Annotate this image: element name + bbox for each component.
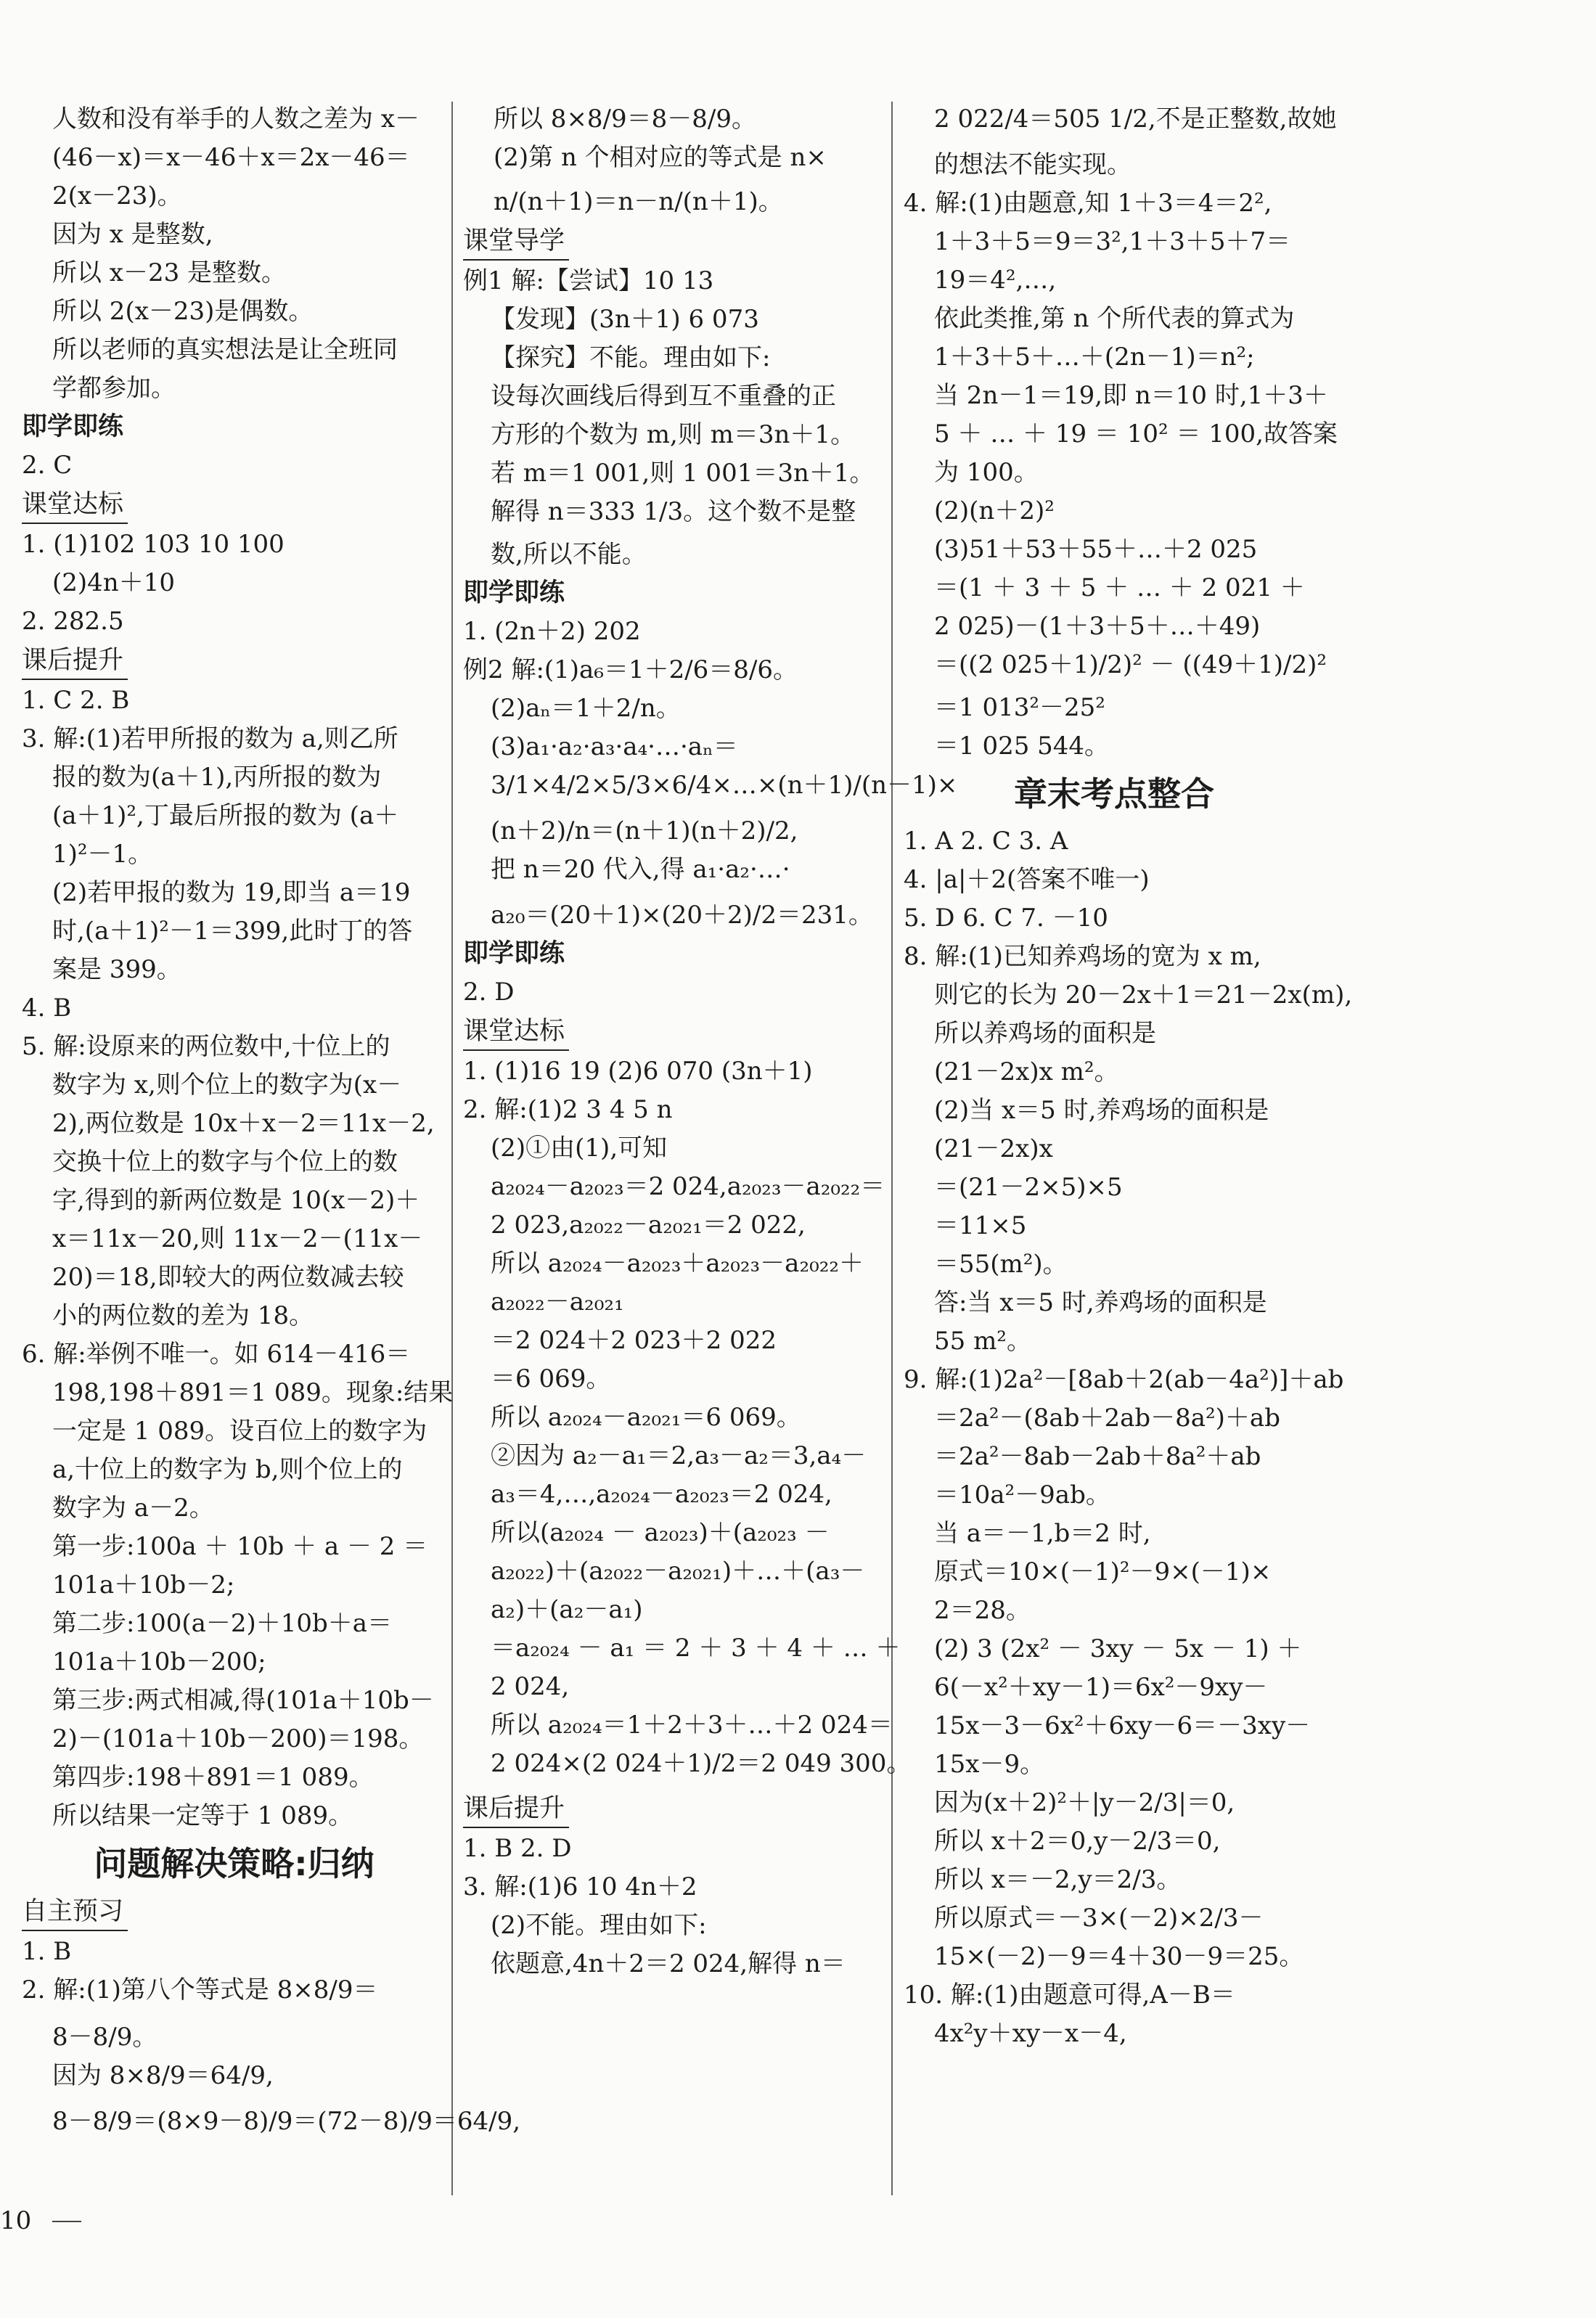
answer-line: 小的两位数的差为 18。 — [52, 1301, 314, 1330]
section-heading-label: 课堂达标 — [22, 486, 128, 524]
answer-line: ＝(21－2×5)×5 — [934, 1173, 1123, 1202]
answer-line: 55 m²。 — [934, 1327, 1031, 1356]
answer-line: 时,(a＋1)²－1＝399,此时丁的答 — [52, 917, 413, 946]
answer-line: 案是 399。 — [52, 955, 181, 984]
answer-line: ＝11×5 — [934, 1211, 1027, 1240]
answer-line: 3/1×4/2×5/3×6/4×…×(n＋1)/(n－1)× — [491, 771, 958, 800]
answer-line: 所以 a₂₀₂₄－a₂₀₂₃＋a₂₀₂₃－a₂₀₂₂＋ — [491, 1249, 864, 1278]
answer-line: 198,198＋891＝1 089。现象:结果 — [52, 1378, 454, 1407]
answer-line: 所以老师的真实想法是让全班同 — [52, 335, 398, 364]
answer-line: 2),两位数是 10x＋x－2＝11x－2, — [52, 1109, 435, 1138]
answer-line: 8－8/9。 — [52, 2023, 157, 2052]
answer-line: a₂₀₂₄－a₂₀₂₃＝2 024,a₂₀₂₃－a₂₀₂₂＝ — [491, 1172, 885, 1201]
answer-line: x＝11x－20,则 11x－2－(11x－ — [52, 1224, 423, 1253]
answer-line: ＝10a²－9ab。 — [934, 1481, 1110, 1510]
answer-line: 1)²－1。 — [52, 840, 153, 869]
answer-line: ＝55(m²)。 — [934, 1250, 1068, 1279]
section-heading — [463, 1012, 884, 1052]
answer-line: 所以 a₂₀₂₄＝1＋2＋3＋…＋2 024＝ — [491, 1711, 893, 1740]
answer-line: n/(n＋1)＝n－n/(n＋1)。 — [494, 187, 783, 216]
answer-line: 第三步:两式相减,得(101a＋10b－ — [52, 1686, 434, 1715]
answer-line: (46－x)＝x－46＋x＝2x－46＝ — [52, 143, 410, 172]
answer-line: 解得 n＝333 1/3。这个数不是整 — [491, 497, 856, 526]
section-heading — [22, 1892, 446, 1933]
answer-line: 所以养鸡场的面积是 — [934, 1019, 1156, 1048]
section-title: 即学即练 — [463, 578, 565, 607]
section-title: 即学即练 — [463, 939, 565, 968]
answer-line: 第四步:198＋891＝1 089。 — [52, 1763, 374, 1792]
answer-line: 6. 解:举例不唯一。如 614－416＝ — [22, 1340, 411, 1369]
answer-line: 数,所以不能。 — [491, 540, 647, 569]
answer-line: 4. |a|＋2(答案不唯一) — [904, 865, 1150, 894]
answer-line: 1. A 2. C 3. A — [904, 827, 1068, 856]
answer-line: 所以 a₂₀₂₄－a₂₀₂₁＝6 069。 — [491, 1403, 801, 1432]
answer-line: 3. 解:(1)若甲所报的数为 a,则乙所 — [22, 724, 398, 753]
answer-line: 4x²y＋xy－x－4, — [934, 2019, 1127, 2048]
answer-line: 2 023,a₂₀₂₂－a₂₀₂₁＝2 022, — [491, 1211, 806, 1240]
answer-line: (2)①由(1),可知 — [491, 1134, 668, 1163]
answer-line: 1＋3＋5＋…＋(2n－1)＝n²; — [934, 343, 1255, 372]
answer-line: a₂₀₂₂)＋(a₂₀₂₂－a₂₀₂₁)＋…＋(a₃－ — [491, 1557, 865, 1586]
answer-line: 10. 解:(1)由题意可得,A－B＝ — [904, 1981, 1235, 2010]
answer-line: (2)aₙ＝1＋2/n。 — [491, 694, 681, 723]
answer-line: (2)第 n 个相对应的等式是 n× — [494, 143, 827, 172]
answer-line: 8. 解:(1)已知养鸡场的宽为 x m, — [904, 942, 1261, 971]
section-heading-label: 自主预习 — [22, 1893, 128, 1931]
answer-line: 所以 8×8/9＝8－8/9。 — [494, 105, 756, 134]
answer-line: (2) 3 (2x² － 3xy － 5x － 1) ＋ — [934, 1634, 1302, 1663]
answer-line: 2. 282.5 — [22, 607, 124, 636]
answer-line: 原式＝10×(－1)²－9×(－1)× — [934, 1557, 1272, 1586]
answer-line: 所以原式＝－3×(－2)×2/3－ — [934, 1904, 1264, 1933]
answer-line: 依此类推,第 n 个所代表的算式为 — [934, 304, 1295, 333]
answer-line: ＝(1 ＋ 3 ＋ 5 ＋ … ＋ 2 021 ＋ — [934, 573, 1305, 602]
answer-line: ＝2a²－(8ab＋2ab－8a²)＋ab — [934, 1404, 1280, 1433]
answer-line: 例2 解:(1)a₆＝1＋2/6＝8/6。 — [463, 655, 798, 684]
answer-line: 所以 2(x－23)是偶数。 — [52, 297, 314, 326]
answer-line: 若 m＝1 001,则 1 001＝3n＋1。 — [491, 459, 875, 488]
section-title: 章末考点整合 — [1014, 774, 1214, 814]
answer-line: 把 n＝20 代入,得 a₁·a₂·…· — [491, 855, 790, 884]
answer-line: a₂₀＝(20＋1)×(20＋2)/2＝231。 — [491, 901, 873, 930]
answer-line: 1＋3＋5＝9＝3²,1＋3＋5＋7＝ — [934, 227, 1291, 256]
section-heading-label: 课堂导学 — [463, 223, 569, 261]
answer-line: (21－2x)x m²。 — [934, 1057, 1119, 1086]
answer-line: ＝a₂₀₂₄ － a₁ ＝ 2 ＋ 3 ＋ 4 ＋ … ＋ — [491, 1634, 901, 1663]
column-divider-2 — [891, 102, 893, 2195]
answer-line: 1. B 2. D — [463, 1834, 572, 1863]
answer-line: 2 022/4＝505 1/2,不是正整数,故她 — [934, 105, 1337, 134]
answer-line: (2)不能。理由如下: — [491, 1911, 707, 1940]
answer-line: 因为 x 是整数, — [52, 220, 213, 249]
answer-line: ＝6 069。 — [491, 1364, 611, 1393]
answer-line: 4. 解:(1)由题意,知 1＋3＝4＝2², — [904, 189, 1272, 218]
answer-column-right — [904, 100, 1353, 2053]
answer-line: ＝1 025 544。 — [934, 732, 1110, 761]
section-heading-label: 课堂达标 — [463, 1013, 569, 1051]
answer-line: ＝1 013²－25² — [934, 693, 1105, 722]
answer-line: 20)＝18,即较大的两位数减去较 — [52, 1263, 404, 1292]
answer-line: 所以 x＋2＝0,y－2/3＝0, — [934, 1827, 1221, 1856]
answer-line: 2＝28。 — [934, 1596, 1031, 1625]
answer-line: 所以结果一定等于 1 089。 — [52, 1801, 353, 1830]
answer-line: 则它的长为 20－2x＋1＝21－2x(m), — [934, 980, 1353, 1009]
answer-line: 2. D — [463, 978, 515, 1007]
answer-line: 因为 8×8/9＝64/9, — [52, 2061, 274, 2090]
answer-line: 当 2n－1＝19,即 n＝10 时,1＋3＋ — [934, 381, 1328, 410]
answer-line: 2. 解:(1)第八个等式是 8×8/9＝ — [22, 1975, 378, 2004]
answer-line: 5 ＋ … ＋ 19 ＝ 10² ＝ 100,故答案 — [934, 419, 1338, 449]
answer-line: (3)51＋53＋55＋…＋2 025 — [934, 535, 1258, 564]
answer-line: 1. B — [22, 1937, 72, 1966]
answer-line: 当 a＝－1,b＝2 时, — [934, 1519, 1151, 1548]
answer-line: 5. D 6. C 7. －10 — [904, 904, 1108, 933]
answer-line: 2. 解:(1)2 3 4 5 n — [463, 1095, 673, 1124]
answer-line: 3. 解:(1)6 10 4n＋2 — [463, 1872, 697, 1901]
section-heading-label: 课后提升 — [22, 642, 128, 680]
answer-line: 2. C — [22, 451, 73, 480]
answer-line: 2(x－23)。 — [52, 181, 182, 210]
section-heading — [463, 221, 884, 262]
answer-line: 15x－3－6x²＋6xy－6＝－3xy－ — [934, 1711, 1311, 1740]
answer-line: 1. (2n＋2) 202 — [463, 617, 641, 646]
section-heading-label: 课后提升 — [463, 1790, 569, 1828]
section-title: 即学即练 — [22, 412, 124, 441]
answer-line: 15×(－2)－9＝4＋30－9＝25。 — [934, 1942, 1304, 1971]
answer-line: 4. B — [22, 994, 72, 1023]
answer-line: 2 024, — [491, 1672, 570, 1701]
answer-line: ＝2 024＋2 023＋2 022 — [491, 1326, 777, 1355]
answer-line: 因为(x＋2)²＋|y－2/3|＝0, — [934, 1788, 1235, 1817]
answer-line: 所以 x＝－2,y＝2/3。 — [934, 1865, 1182, 1894]
answer-line: 报的数为(a＋1),丙所报的数为 — [52, 763, 382, 792]
answer-line: (2)(n＋2)² — [934, 496, 1055, 525]
column-divider-1 — [451, 102, 453, 2195]
answer-line: 第二步:100(a－2)＋10b＋a＝ — [52, 1609, 393, 1638]
answer-line: 9. 解:(1)2a²－[8ab＋2(ab－4a²)]＋ab — [904, 1365, 1344, 1394]
answer-line: (2)4n＋10 — [52, 568, 175, 597]
answer-line: a₃＝4,…,a₂₀₂₄－a₂₀₂₃＝2 024, — [491, 1480, 832, 1509]
answer-line: 101a＋10b－2; — [52, 1570, 235, 1600]
answer-line: 依题意,4n＋2＝2 024,解得 n＝ — [491, 1949, 846, 1978]
answer-line: 101a＋10b－200; — [52, 1647, 266, 1676]
answer-line: 2)－(101a＋10b－200)＝198。 — [52, 1724, 424, 1753]
answer-line: 所以 x－23 是整数。 — [52, 258, 287, 287]
answer-line: 1. C 2. B — [22, 686, 130, 715]
section-title: 问题解决策略:归纳 — [94, 1844, 375, 1883]
answer-line: 的想法不能实现。 — [934, 150, 1131, 179]
answer-line: 答:当 x＝5 时,养鸡场的面积是 — [934, 1288, 1267, 1317]
answer-column-middle — [463, 100, 958, 1983]
answer-line: 19＝4²,…, — [934, 266, 1057, 295]
answer-line: 数字为 x,则个位上的数字为(x－ — [52, 1070, 402, 1099]
answer-line: (2)若甲报的数为 19,即当 a＝19 — [52, 878, 411, 907]
answer-line: 8－8/9＝(8×9－8)/9＝(72－8)/9＝64/9, — [52, 2107, 521, 2136]
answer-line: 为 100。 — [934, 458, 1039, 487]
answer-line: 5. 解:设原来的两位数中,十位上的 — [22, 1032, 390, 1061]
answer-line: 15x－9。 — [934, 1750, 1045, 1779]
answer-line: ②因为 a₂－a₁＝2,a₃－a₂＝3,a₄－ — [491, 1441, 867, 1470]
answer-line: 方形的个数为 m,则 m＝3n＋1。 — [491, 420, 856, 449]
answer-line: ＝((2 025＋1)/2)² － ((49＋1)/2)² — [934, 650, 1327, 679]
answer-line: ＝2a²－8ab－2ab＋8a²＋ab — [934, 1442, 1261, 1471]
section-heading — [463, 1789, 884, 1830]
answer-line: 6(－x²＋xy－1)＝6x²－9xy－ — [934, 1673, 1268, 1702]
answer-line: 交换十位上的数字与个位上的数 — [52, 1147, 398, 1176]
answer-line: 人数和没有举手的人数之差为 x－ — [52, 105, 420, 134]
answer-line: a₂₀₂₂－a₂₀₂₁ — [491, 1287, 624, 1316]
answer-line: 2 025)－(1＋3＋5＋…＋49) — [934, 612, 1261, 641]
answer-line: (n＋2)/n＝(n＋1)(n＋2)/2, — [491, 816, 798, 845]
answer-line: 【探究】不能。理由如下: — [491, 343, 771, 372]
answer-line: a₂)＋(a₂－a₁) — [491, 1595, 643, 1624]
answer-line: 1. (1)102 103 10 100 — [22, 530, 285, 559]
answer-line: 1. (1)16 19 (2)6 070 (3n＋1) — [463, 1057, 813, 1086]
answer-line: 学都参加。 — [52, 374, 176, 403]
answer-line: 第一步:100a ＋ 10b ＋ a － 2 ＝ — [52, 1532, 428, 1561]
answer-line: 字,得到的新两位数是 10(x－2)＋ — [52, 1186, 420, 1215]
answer-line: a,十位上的数字为 b,则个位上的 — [52, 1455, 403, 1484]
answer-line: 例1 解:【尝试】10 13 — [463, 266, 714, 295]
section-heading — [22, 641, 446, 681]
answer-line: 所以(a₂₀₂₄ － a₂₀₂₃)＋(a₂₀₂₃ － — [491, 1518, 830, 1547]
page-number-rule — [52, 2221, 81, 2222]
answer-line: 数字为 a－2。 — [52, 1494, 214, 1523]
answer-line: 2 024×(2 024＋1)/2＝2 049 300。 — [491, 1749, 912, 1778]
answer-line: (2)当 x＝5 时,养鸡场的面积是 — [934, 1096, 1269, 1125]
answer-line: 【发现】(3n＋1) 6 073 — [491, 305, 759, 334]
answer-line: (3)a₁·a₂·a₃·a₄·…·aₙ＝ — [491, 732, 738, 761]
page-number: 10 — [0, 2206, 32, 2235]
answer-line: 设每次画线后得到互不重叠的正 — [491, 382, 836, 411]
answer-line: 一定是 1 089。设百位上的数字为 — [52, 1417, 427, 1446]
answer-line: (21－2x)x — [934, 1134, 1053, 1163]
answer-line: (a＋1)²,丁最后所报的数为 (a＋ — [52, 801, 399, 830]
section-heading — [22, 485, 446, 525]
